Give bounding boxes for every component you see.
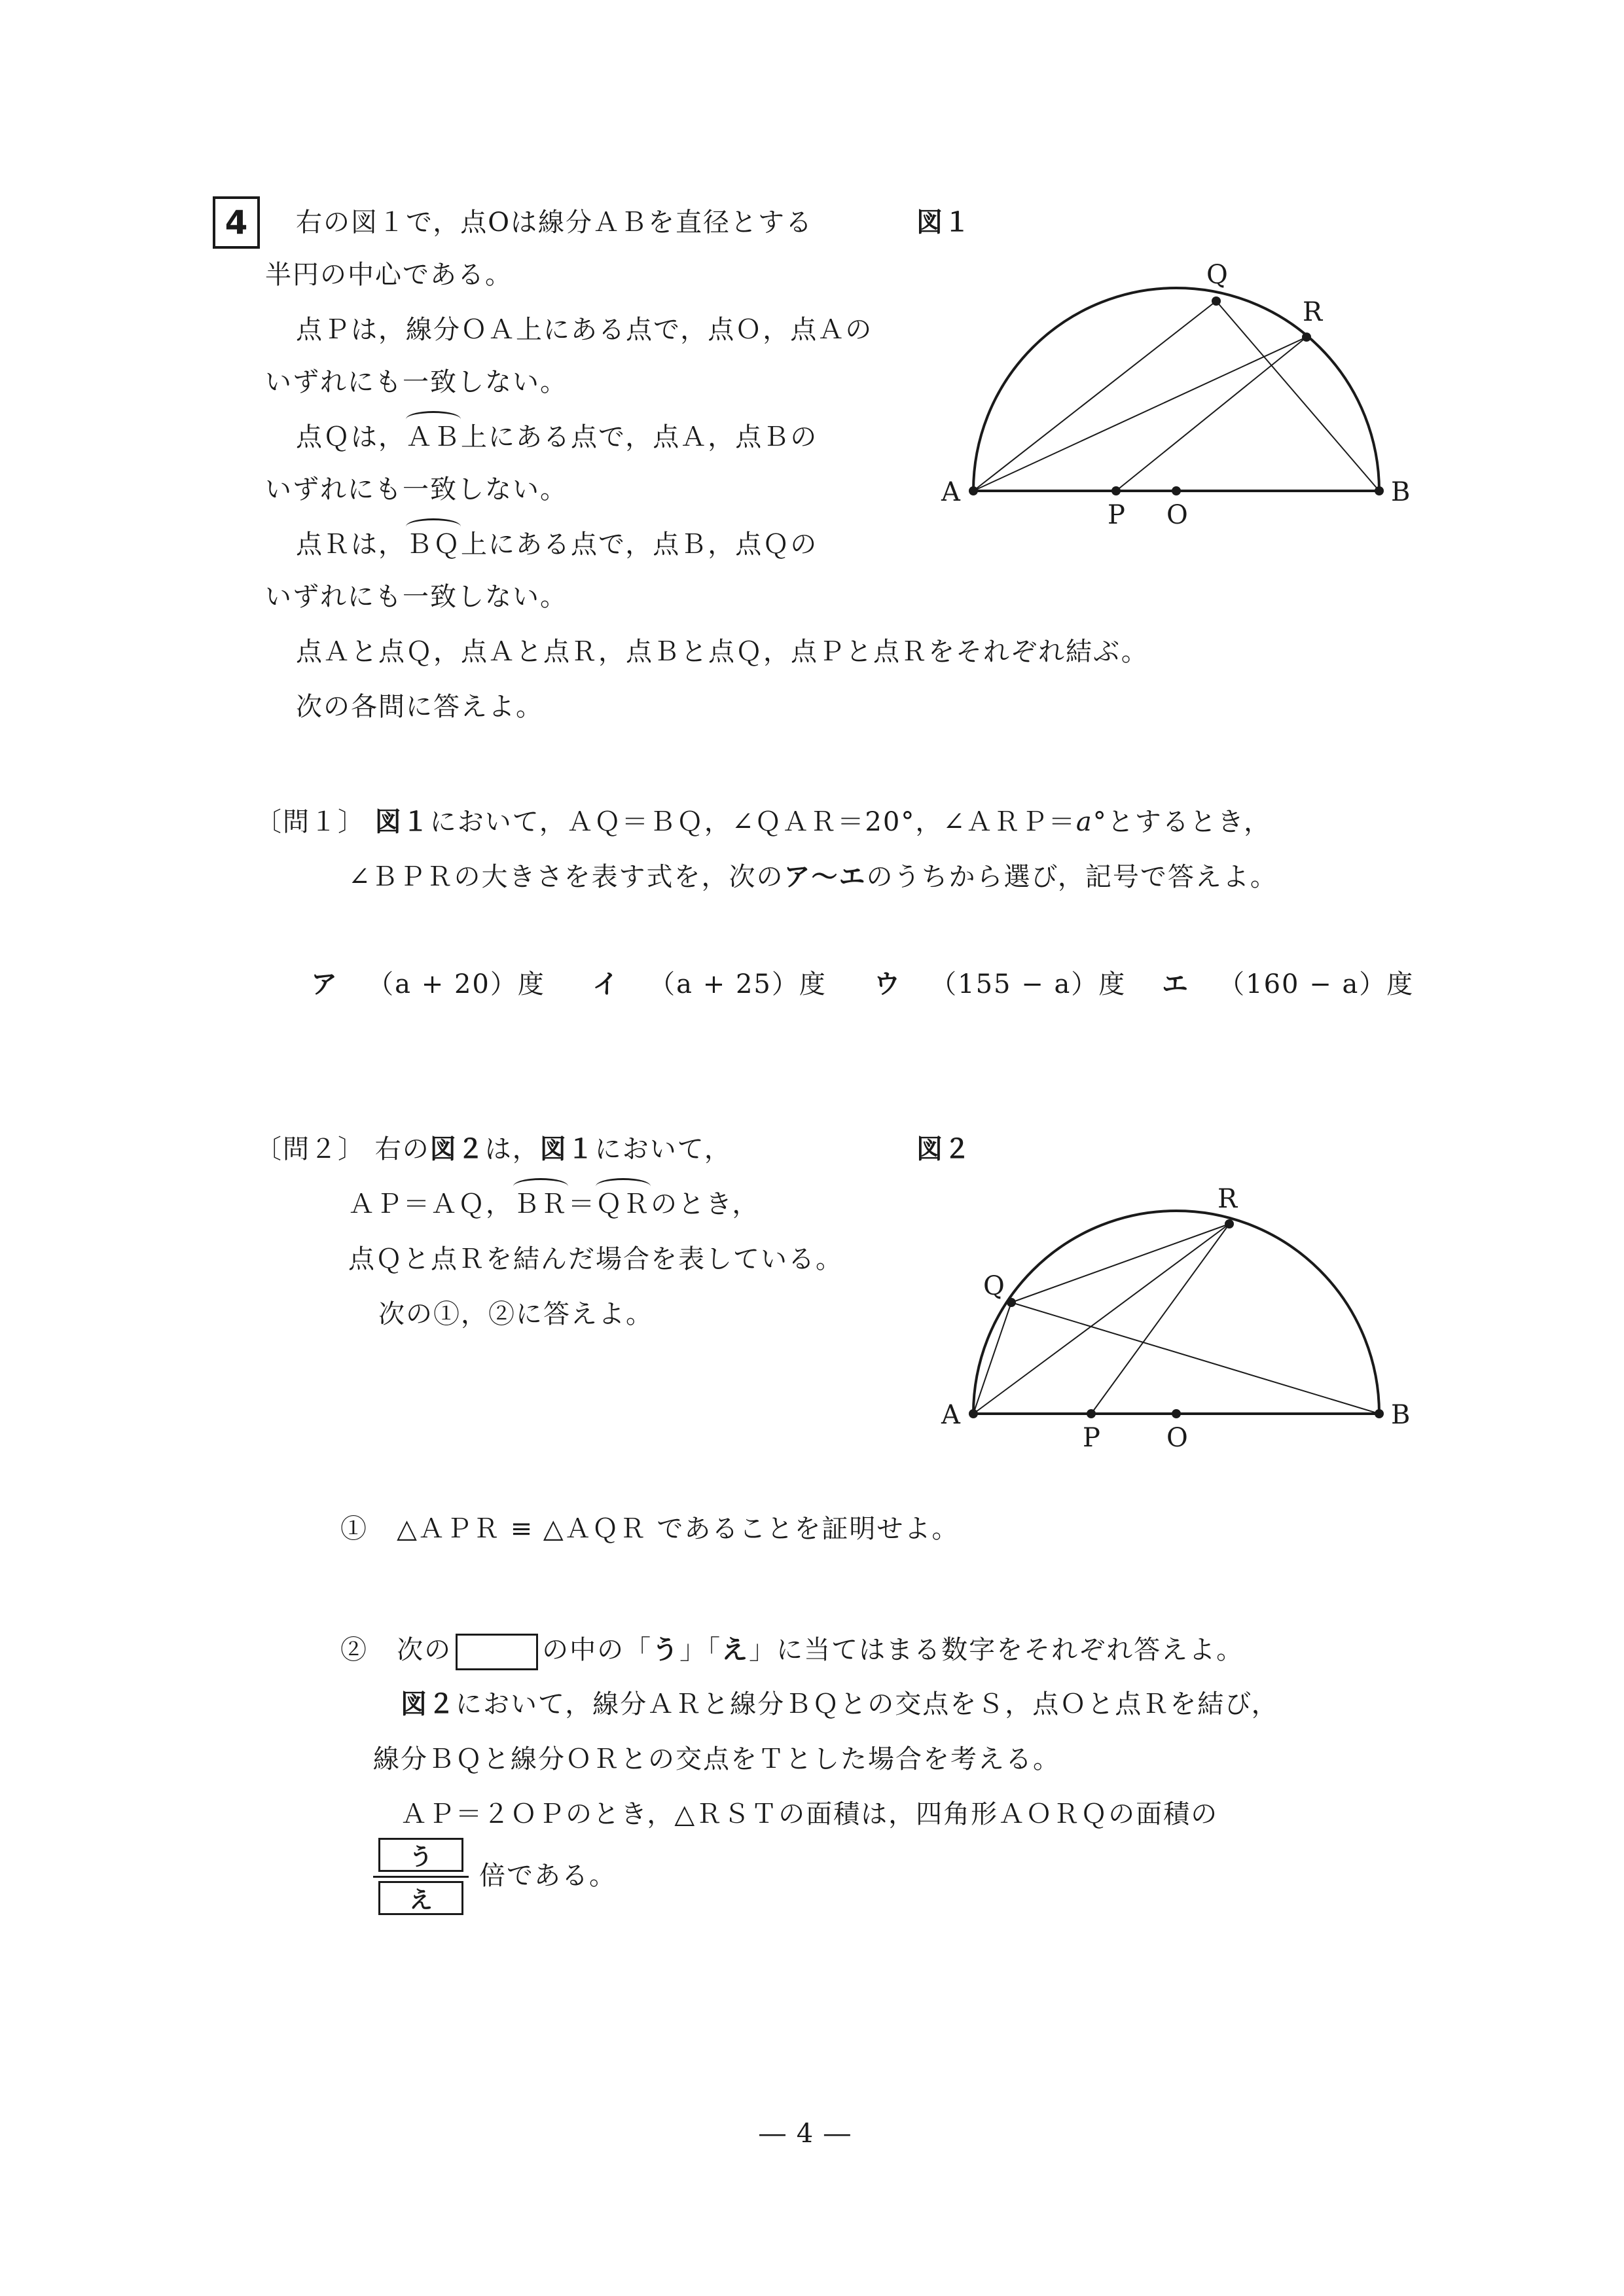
fig1-point-p	[1111, 486, 1121, 495]
q1-heading: 〔問１〕	[255, 807, 365, 837]
fig1-point-b	[1375, 486, 1384, 495]
q2-heading: 〔問２〕	[255, 1134, 365, 1164]
sub1-line	[340, 1513, 959, 1545]
fig2-segment-qr	[1011, 1224, 1229, 1302]
q1-line-1	[255, 806, 1271, 838]
fig1-point-r	[1302, 332, 1311, 342]
point-q-line-2: いずれにも一致しない。	[265, 475, 568, 505]
q2-line-1-e: において，	[594, 1134, 732, 1164]
sub2-label-u: う	[652, 1635, 680, 1665]
fig1-label-p: P	[1108, 500, 1125, 530]
fig2-segment-pr	[1091, 1224, 1229, 1414]
figure2	[929, 1178, 1427, 1479]
arc-br: ＢＲ	[513, 1189, 568, 1219]
fig2-point-a	[969, 1409, 978, 1418]
fig1-point-a	[969, 486, 978, 495]
fig1-label-r: R	[1303, 297, 1323, 327]
answer-denominator-box[interactable]: え	[378, 1881, 463, 1915]
q1-choice-e-expr: （160 − a）度	[1218, 969, 1415, 999]
fig2-label-a: A	[941, 1400, 960, 1430]
q1-choice-a[interactable]	[311, 969, 545, 1000]
q1-choice-a-mark: ア	[311, 969, 338, 999]
q1-line-1-tail: °とするとき，	[1092, 807, 1272, 837]
fig1-label-b: B	[1391, 477, 1411, 507]
q1-choice-u[interactable]	[874, 969, 1126, 1000]
page-number: ― 4 ―	[759, 2119, 852, 2149]
fig2-segment-aq	[973, 1302, 1011, 1414]
fig2-point-b	[1375, 1409, 1384, 1418]
fig1-label-q: Q	[1206, 260, 1228, 290]
fig2-point-r	[1225, 1219, 1234, 1229]
q2-line-2	[348, 1189, 759, 1220]
q1-choice-i-mark: イ	[592, 969, 620, 999]
fraction-suffix: 倍である。	[479, 1861, 617, 1891]
intro-line-2: 半円の中心である。	[265, 260, 513, 290]
instruction-line: 次の各問に答えよ。	[296, 692, 543, 722]
q1-line-2	[348, 861, 1278, 893]
q1-choice-u-mark: ウ	[874, 969, 901, 999]
q2-fig1-ref: 図１	[539, 1134, 595, 1164]
fig1-point-o	[1172, 486, 1181, 495]
fig2-label-o: O	[1166, 1423, 1188, 1453]
q1-variable-a: a	[1075, 807, 1093, 837]
sub2-line-4: ＡＰ＝２ＯＰのとき，△ＲＳＴの面積は，四角形ＡＯＲＱの面積の	[401, 1799, 1219, 1829]
q2-fig2-ref: 図２	[429, 1134, 485, 1164]
q1-choice-u-expr: （155 − a）度	[930, 969, 1127, 999]
q1-line-2-post: のうちから選び，記号で答えよ。	[866, 862, 1278, 892]
arc-bq: ＢＱ	[406, 529, 461, 560]
fig2-semicircle	[973, 1211, 1379, 1414]
fig2-label-p: P	[1083, 1423, 1100, 1453]
q1-line-2-pre: ∠ＢＰＲの大きさを表す式を，次の	[348, 862, 784, 892]
point-q-pre: 点Ｑは，	[296, 422, 406, 452]
sub2-line-1-c: 」「	[679, 1635, 722, 1665]
sub1-text: △ＡＰＲ ≡ △ＡＱＲ であることを証明せよ。	[397, 1514, 960, 1544]
sub1-mark: ①	[340, 1514, 368, 1544]
q1-choice-range: ア〜エ	[784, 862, 867, 892]
q2-line-2-eq: ＝	[568, 1189, 596, 1219]
problem-number: 4	[213, 196, 260, 249]
sub2-line-3: 線分ＢＱと線分ＯＲとの交点をＴとした場合を考える。	[373, 1744, 1060, 1774]
intro-line-1: 右の図１で，点Oは線分ＡＢを直径とする	[296, 207, 813, 238]
sub2-label-e: え	[721, 1635, 749, 1665]
sub2-line-1-b: の中の「	[542, 1635, 653, 1665]
arc-ab: ＡＢ	[406, 422, 461, 452]
sub2-line-1-a: 次の	[397, 1635, 452, 1665]
figure1-title: 図１	[916, 207, 971, 238]
fig2-point-q	[1007, 1298, 1016, 1307]
q1-choice-e[interactable]	[1162, 969, 1414, 1000]
point-p-line-2: いずれにも一致しない。	[265, 367, 568, 397]
arc-qr: ＱＲ	[596, 1189, 651, 1219]
fig2-label-b: B	[1391, 1400, 1411, 1430]
sub2-line-2-b: において，線分ＡＲと線分ＢＱとの交点をＳ，点Ｏと点Ｒを結び，	[456, 1689, 1279, 1719]
answer-blank-box	[456, 1634, 538, 1670]
figure1	[929, 249, 1427, 563]
sub2-line-1-d: 」に当てはまる数字をそれぞれ答えよ。	[749, 1635, 1244, 1665]
fig1-label-a: A	[941, 477, 960, 507]
q1-fig-ref: 図１	[374, 807, 430, 837]
q1-choice-e-mark: エ	[1162, 969, 1189, 999]
fig2-label-r: R	[1218, 1184, 1238, 1214]
q1-choice-i[interactable]	[592, 969, 827, 1000]
q2-line-1-a: 右の	[374, 1134, 430, 1164]
point-q-post: 上にある点で，点Ａ，点Ｂの	[461, 422, 818, 452]
fraction-bar	[373, 1876, 469, 1878]
fig1-point-q	[1212, 296, 1221, 306]
fig2-label-q: Q	[983, 1271, 1005, 1301]
sub2-line-1	[340, 1634, 1244, 1670]
q2-line-3: 点Ｑと点Ｒを結んだ場合を表している。	[348, 1244, 843, 1274]
point-q-line-1	[296, 422, 818, 453]
fig1-label-o: O	[1166, 500, 1188, 530]
q2-line-2-a: ＡＰ＝ＡＱ，	[348, 1189, 513, 1219]
point-p-line-1: 点Ｐは，線分ＯＡ上にある点で，点Ｏ，点Ａの	[296, 315, 873, 345]
fig1-segment-pr	[1116, 337, 1307, 491]
point-r-post: 上にある点で，点Ｂ，点Ｑの	[461, 529, 818, 560]
point-r-line-2: いずれにも一致しない。	[265, 582, 568, 612]
point-r-pre: 点Ｒは，	[296, 529, 406, 560]
point-r-line-1	[296, 529, 818, 560]
sub2-fig2-ref: 図２	[401, 1689, 456, 1719]
fig2-point-p	[1087, 1409, 1096, 1418]
fig2-segment-bq	[1011, 1302, 1379, 1414]
connect-line: 点Ａと点Ｑ，点Ａと点Ｒ，点Ｂと点Ｑ，点Ｐと点Ｒをそれぞれ結ぶ。	[296, 637, 1149, 667]
q1-line-1-body: において，ＡＱ＝ＢＱ，∠ＱＡＲ＝20°，∠ＡＲＰ＝	[429, 807, 1076, 837]
q2-line-4: 次の①，②に答えよ。	[378, 1299, 653, 1329]
q1-choice-a-expr: （a + 20）度	[367, 969, 545, 999]
q2-line-2-b: のとき，	[651, 1189, 760, 1219]
sub2-mark: ②	[340, 1635, 368, 1665]
answer-numerator-box[interactable]: う	[378, 1838, 463, 1872]
fig2-point-o	[1172, 1409, 1181, 1418]
fig2-segment-ar	[973, 1224, 1229, 1414]
sub2-line-2	[401, 1689, 1279, 1720]
q2-line-1-c: は，	[484, 1134, 540, 1164]
figure2-title: 図２	[916, 1134, 971, 1164]
q2-line-1	[255, 1134, 732, 1165]
q1-choice-i-expr: （a + 25）度	[649, 969, 827, 999]
